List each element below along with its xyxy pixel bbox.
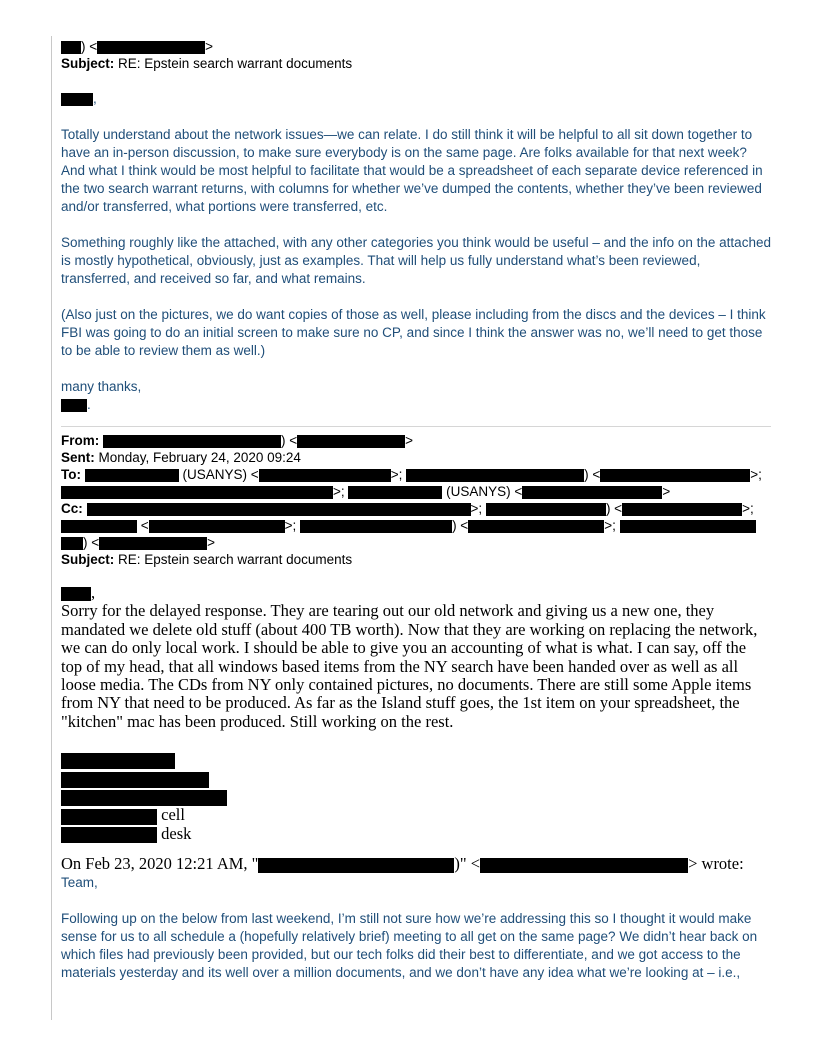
to-line: To: (USANYS) < >; ) < >; (61, 467, 762, 482)
redaction (522, 486, 662, 499)
quote-attribution: On Feb 23, 2020 12:21 AM, " )" < > wrote: (61, 854, 744, 874)
reply-body: Sorry for the delayed response. They are tearing out our old network and giving us a new one, they mandated we delete old stuff (about 400 TB worth). Now that they are working on replacing the network, we can do only local work. I should be able to give you an accounting of what is what. I can say, off the top of my head, that all windows based items from the NY search have been handed over as well as all loose media. The CDs from NY only contained pictures, no documents. There are still some Apple items from NY that need to be produced. As far as the Island stuff goes, the 1st item on your spreadsheet, the "kitchen" mac has been produced. Still working on the rest. (61, 601, 758, 731)
closing: many thanks, (61, 379, 142, 394)
redaction (622, 503, 742, 516)
redaction (61, 587, 91, 601)
sig-cell: cell (161, 805, 185, 825)
quoted-greeting: Team, (61, 874, 98, 890)
message-paragraph: Totally understand about the network issues—we can relate. I do still think it will be helpful to all sit down together to have an in-person discussion, to make sure everybody is on the same page. Are folks available for that next week? And what I think would be most helpful to facilitate that would be a spreadsheet of each separate device referenced in the two search warrant returns, with columns for whether we’ve dumped the contents, whether they’ve been reviewed and/or transferred, what portions were transferred, etc. (61, 127, 763, 214)
redaction (103, 435, 281, 448)
to-line-2: >; (USANYS) < > (61, 483, 771, 500)
redaction (600, 469, 750, 482)
message-paragraph: (Also just on the pictures, we do want copies of those as well, please including from the discs and the devices – I think FBI was going to do an initial screen to make sure no CP, and since I think the answer was no, we’ll need to get those to be able to review them as well.) (61, 307, 766, 358)
redaction (149, 520, 285, 533)
redaction (61, 486, 333, 499)
redaction (99, 537, 207, 550)
redaction (61, 827, 157, 843)
message-paragraph: Something roughly like the attached, with any other categories you think would be useful – and the info on the attached is mostly hypothetical, obviously, just as examples. That will help us fully understand what’s been reviewed, transferred, and received so far, and what remains. (61, 235, 771, 286)
redaction (480, 858, 688, 873)
from-line: From: ) < > (61, 433, 414, 448)
signature-block (61, 751, 771, 843)
redaction (297, 435, 405, 448)
redaction (258, 858, 454, 873)
redaction (468, 520, 604, 533)
redaction (61, 41, 81, 54)
subject-label: Subject: (61, 56, 115, 71)
quote-margin-line (51, 36, 52, 1020)
redaction (97, 41, 205, 54)
redaction (61, 537, 83, 550)
signature: . (61, 396, 771, 414)
top-header-line: ) < > (61, 38, 771, 55)
subject-line-2: Subject: RE: Epstein search warrant documents (61, 552, 353, 567)
cc-line: Cc: >; ) < >; (61, 501, 754, 516)
redaction (61, 790, 227, 806)
greeting: , (61, 90, 771, 108)
greeting-2: , (61, 584, 771, 602)
redaction (348, 486, 442, 499)
redaction (300, 520, 452, 533)
cc-line-2: < >; ) < >; (61, 517, 771, 534)
top-subject-line (61, 55, 771, 72)
cc-line-3: ) < > (61, 534, 771, 551)
redaction (61, 753, 175, 769)
quoted-paragraph: Following up on the below from last weekend, I’m still not sure how we’re addressing this so I thought it would make sense for us to all schedule a (hopefully relatively brief) meeting to all get on the same page? We didn’t hear back on which files had previously been provided, but our tech folks did their best to differentiate, and we got access to the materials yesterday and its well over a million documents, and we don’t have any idea what we’re looking at – i.e., (61, 910, 758, 980)
redaction (87, 503, 471, 516)
redaction (620, 520, 756, 533)
redaction (61, 772, 209, 788)
sig-desk: desk (161, 823, 192, 843)
redaction (85, 469, 179, 482)
redaction (61, 399, 87, 412)
redaction (61, 809, 157, 825)
redaction (61, 93, 93, 106)
sent-line: Sent: Monday, February 24, 2020 09:24 (61, 450, 301, 465)
redaction (406, 469, 584, 482)
subject-value: RE: Epstein search warrant documents (118, 56, 353, 71)
email-document (61, 38, 771, 982)
redaction (259, 469, 391, 482)
redaction (486, 503, 606, 516)
redaction (61, 520, 137, 533)
